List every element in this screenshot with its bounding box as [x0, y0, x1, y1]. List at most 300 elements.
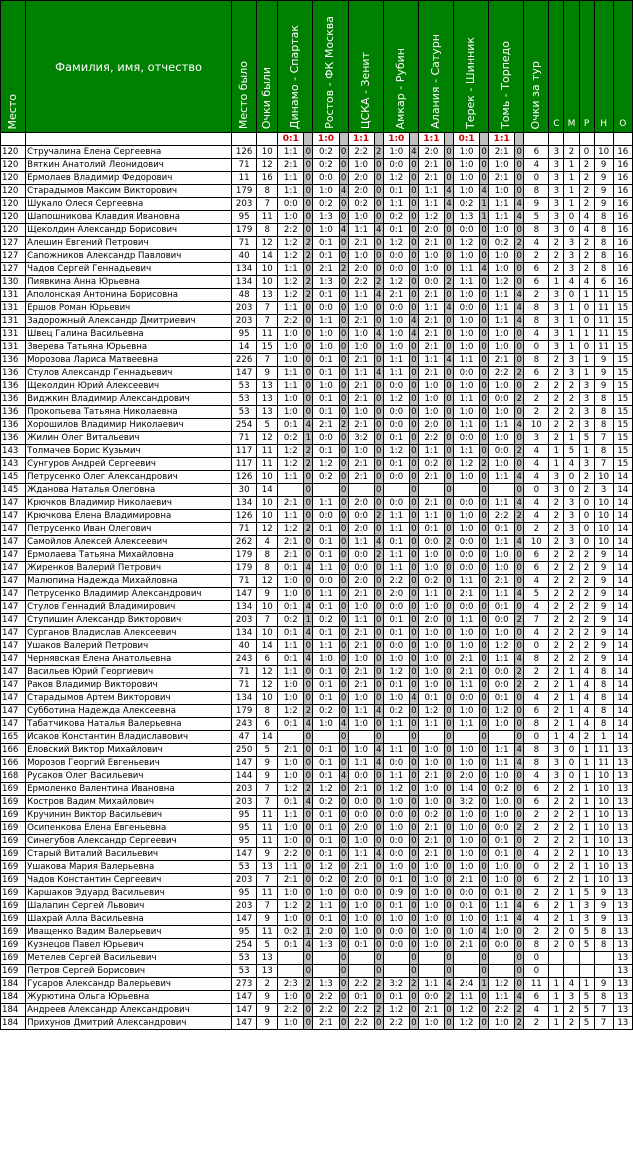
- cell-m5-score: 2:2: [418, 432, 444, 445]
- cell-prev-place: 134: [232, 601, 257, 614]
- cell-m2-score: 0:1: [313, 822, 339, 835]
- cell-m2-score: 0:2: [313, 796, 339, 809]
- cell-prev-place: 226: [232, 354, 257, 367]
- cell-tour-points: 8: [524, 354, 549, 367]
- cell-m2-score: 2:1: [313, 419, 339, 432]
- cell-m5-score: 2:1: [418, 172, 444, 185]
- cell-stat-r: 5: [579, 926, 594, 939]
- cell-m1-score: [278, 484, 304, 497]
- cell-m4-pts: 0: [411, 641, 417, 651]
- cell-stat-m: 0: [564, 484, 579, 497]
- cell-stat-r: 5: [579, 887, 594, 900]
- cell-m3-pts: 0: [375, 420, 382, 430]
- cell-stat-m: 0: [564, 224, 579, 237]
- cell-stat-m: 3: [564, 497, 579, 510]
- cell-tour-points: 6: [524, 705, 549, 718]
- cell-m6-score: 1:0: [453, 913, 479, 926]
- cell-m7-score: 1:0: [489, 224, 515, 237]
- cell-tour-points: 8: [524, 653, 549, 666]
- cell-place: 166: [1, 757, 26, 770]
- cell-m1-pts: 0: [305, 589, 312, 599]
- cell-stat-m: 1: [564, 913, 579, 926]
- cell-m3-score: 1:0: [348, 926, 374, 939]
- cell-stat-s: 2: [549, 887, 564, 900]
- cell-stat-s: 3: [549, 146, 564, 159]
- cell-tour-points: 8: [524, 718, 549, 731]
- cell-tour-points: 7: [524, 614, 549, 627]
- cell-m3-pts: 2: [375, 277, 382, 287]
- cell-stat-n: 1: [594, 731, 613, 744]
- table-row: [1, 627, 633, 640]
- cell-m1-pts: 0: [305, 485, 312, 495]
- cell-stat-r: 1: [579, 835, 594, 848]
- cell-m7-score: 1:0: [489, 159, 515, 172]
- cell-place: 120: [1, 172, 26, 185]
- cell-m4-score: 0:1: [383, 224, 409, 237]
- cell-m3-score: 2:0: [348, 575, 374, 588]
- cell-name: Иващенко Вадим Валерьевич: [26, 926, 232, 939]
- cell-m2-pts: 0: [340, 680, 347, 690]
- cell-m4-score: 1:1: [383, 718, 409, 731]
- cell-stat-o: 14: [613, 549, 632, 562]
- cell-prev-place: 179: [232, 562, 257, 575]
- cell-prev-points: 7: [257, 198, 278, 211]
- cell-stat-n: 8: [594, 705, 613, 718]
- cell-stat-m: 2: [564, 822, 579, 835]
- cell-place: 147: [1, 692, 26, 705]
- cell-m2-score: 0:2: [313, 198, 339, 211]
- cell-m6-score: 1:1: [453, 991, 479, 1004]
- cell-m1-score: 0:1: [278, 718, 304, 731]
- cell-stat-s: 2: [549, 263, 564, 276]
- cell-m3-pts: 0: [375, 888, 382, 898]
- cell-name: Морозова Лариса Матвеевна: [26, 354, 232, 367]
- cell-m4-pts: 0: [411, 667, 417, 677]
- cell-name: Исаков Константин Владиславович: [26, 731, 232, 744]
- cell-stat-n: 8: [594, 692, 613, 705]
- cell-name: Сурганов Владислав Алексеевич: [26, 627, 232, 640]
- cell-m6-pts: 0: [481, 407, 487, 417]
- cell-prev-points: 7: [257, 783, 278, 796]
- cell-m6-pts: 0: [481, 511, 487, 521]
- cell-stat-n: 11: [594, 744, 613, 757]
- table-row: [1, 432, 633, 445]
- cell-m6-pts: 0: [481, 277, 487, 287]
- cell-m2-score: 0:2: [313, 159, 339, 172]
- cell-stat-m: 0: [564, 744, 579, 757]
- cell-m3-score: 1:0: [348, 328, 374, 341]
- header-match-6: Терек - Шинник: [453, 1, 488, 133]
- cell-m7-pts: 0: [516, 836, 522, 846]
- cell-m3-score: 2:2: [348, 1017, 374, 1030]
- cell-stat-r: 3: [579, 458, 594, 471]
- cell-m1-pts: 0: [305, 693, 312, 703]
- cell-m6-score: 1:0: [453, 380, 479, 393]
- cell-prev-place: 48: [232, 289, 257, 302]
- cell-prev-place: 126: [232, 146, 257, 159]
- cell-m3-pts: 0: [375, 966, 382, 976]
- cell-m6-pts: 0: [481, 576, 487, 586]
- header-place: Место: [1, 1, 26, 133]
- cell-m5-pts: 0: [446, 836, 452, 846]
- cell-m6-score: 0:0: [453, 601, 479, 614]
- cell-stat-s: 1: [549, 445, 564, 458]
- cell-m2-pts: 0: [340, 615, 347, 625]
- cell-m2-score: 1:0: [313, 341, 339, 354]
- cell-m2-pts: 2: [340, 264, 347, 274]
- cell-m5-pts: 0: [446, 667, 452, 677]
- cell-m4-pts: 0: [411, 992, 417, 1002]
- cell-m3-pts: 0: [375, 875, 382, 885]
- cell-stat-o: 15: [613, 406, 632, 419]
- cell-stat-m: 2: [564, 861, 579, 874]
- cell-m2-score: 0:1: [313, 692, 339, 705]
- cell-m6-pts: 0: [481, 381, 487, 391]
- cell-m7-pts: 0: [516, 550, 522, 560]
- cell-m4-pts: 0: [411, 264, 417, 274]
- cell-m3-pts: 0: [375, 836, 382, 846]
- cell-m3-pts: 0: [375, 797, 382, 807]
- cell-m1-pts: 0: [305, 1005, 312, 1015]
- cell-name: Щеколдин Юрий Алексеевич: [26, 380, 232, 393]
- cell-m4-score: 1:1: [383, 367, 409, 380]
- cell-m1-score: 1:0: [278, 770, 304, 783]
- cell-place: 136: [1, 432, 26, 445]
- cell-m7-score: 1:0: [489, 1017, 515, 1030]
- cell-m6-score: 1:0: [453, 809, 479, 822]
- cell-m4-score: 0:1: [383, 536, 409, 549]
- cell-m3-score: 1:0: [348, 913, 374, 926]
- cell-prev-place: 203: [232, 315, 257, 328]
- cell-place: 169: [1, 861, 26, 874]
- cell-prev-place: 95: [232, 835, 257, 848]
- cell-m5-pts: 0: [446, 927, 452, 937]
- cell-m6-score: 1:2: [453, 237, 479, 250]
- cell-m6-score: 0:0: [453, 497, 479, 510]
- cell-m3-pts: 0: [375, 615, 382, 625]
- cell-m4-pts: 0: [411, 186, 417, 196]
- table-row: [1, 211, 633, 224]
- table-row: [1, 692, 633, 705]
- cell-m2-score: 0:1: [313, 679, 339, 692]
- cell-m4-score: 0:0: [383, 302, 409, 315]
- cell-m5-score: 2:1: [418, 237, 444, 250]
- cell-m6-pts: 0: [481, 693, 487, 703]
- cell-m4-score: 0:0: [383, 471, 409, 484]
- cell-m7-score: 0:2: [489, 783, 515, 796]
- cell-tour-points: 8: [524, 302, 549, 315]
- cell-stat-r: 2: [579, 601, 594, 614]
- cell-stat-o: 14: [613, 666, 632, 679]
- cell-prev-points: 10: [257, 471, 278, 484]
- result-5: 1:1: [418, 133, 444, 146]
- cell-m5-score: 2:0: [418, 146, 444, 159]
- cell-stat-o: 14: [613, 718, 632, 731]
- cell-m5-pts: 0: [446, 407, 452, 417]
- cell-name: Аполонская Антонина Борисовна: [26, 289, 232, 302]
- table-row: [1, 237, 633, 250]
- cell-m1-pts: 0: [305, 771, 312, 781]
- cell-m2-pts: 0: [340, 797, 347, 807]
- cell-m1-pts: 0: [305, 342, 312, 352]
- cell-stat-o: 15: [613, 354, 632, 367]
- cell-stat-o: 13: [613, 926, 632, 939]
- cell-prev-points: 11: [257, 822, 278, 835]
- cell-stat-r: 0: [579, 146, 594, 159]
- cell-tour-points: 0: [524, 484, 549, 497]
- cell-stat-s: 2: [549, 497, 564, 510]
- cell-m7-score: 0:1: [489, 835, 515, 848]
- cell-m6-pts: 0: [481, 1018, 487, 1028]
- cell-m5-score: 1:0: [418, 549, 444, 562]
- cell-m6-score: 1:0: [453, 627, 479, 640]
- cell-m5-score: 1:0: [418, 393, 444, 406]
- cell-m2-pts: 0: [340, 472, 347, 482]
- cell-stat-s: 3: [549, 770, 564, 783]
- cell-stat-s: 3: [549, 211, 564, 224]
- cell-m5-pts: 0: [446, 316, 452, 326]
- cell-m2-score: 0:1: [313, 237, 339, 250]
- cell-m6-pts: 0: [481, 225, 487, 235]
- cell-stat-s: 2: [549, 562, 564, 575]
- cell-m5-pts: 0: [446, 225, 452, 235]
- cell-m1-pts: 0: [305, 875, 312, 885]
- cell-m2-pts: 4: [340, 186, 347, 196]
- cell-m4-pts: 0: [411, 212, 417, 222]
- cell-m5-score: 0:1: [418, 692, 444, 705]
- cell-stat-m: 1: [564, 341, 579, 354]
- cell-tour-points: 0: [524, 640, 549, 653]
- cell-m5-score: 1:0: [418, 900, 444, 913]
- table-row: [1, 536, 633, 549]
- cell-m5-pts: 2: [446, 537, 452, 547]
- cell-m1-score: 1:1: [278, 302, 304, 315]
- cell-m4-pts: 0: [411, 550, 417, 560]
- cell-prev-points: 10: [257, 497, 278, 510]
- cell-m6-pts: 0: [481, 251, 487, 261]
- cell-name: Чадов Сергей Геннадьевич: [26, 263, 232, 276]
- cell-m5-pts: 0: [446, 706, 452, 716]
- cell-m7-pts: 4: [516, 199, 522, 209]
- cell-m2-score: 0:0: [313, 172, 339, 185]
- cell-place: 120: [1, 198, 26, 211]
- header-match-2: Ростов - ФК Москва: [313, 1, 348, 133]
- cell-m4-score: 1:1: [383, 523, 409, 536]
- cell-place: 169: [1, 809, 26, 822]
- cell-name: Прокопьева Татьяна Николаевна: [26, 406, 232, 419]
- table-row: [1, 354, 633, 367]
- cell-place: 136: [1, 393, 26, 406]
- cell-m5-pts: 0: [446, 381, 452, 391]
- cell-prev-place: 273: [232, 978, 257, 991]
- cell-m2-pts: 0: [340, 160, 347, 170]
- cell-m5-pts: 0: [446, 394, 452, 404]
- cell-stat-m: 2: [564, 1017, 579, 1030]
- cell-stat-r: 2: [579, 263, 594, 276]
- cell-m7-score: 1:0: [489, 627, 515, 640]
- cell-m5-pts: 0: [446, 420, 452, 430]
- cell-stat-m: 2: [564, 588, 579, 601]
- cell-m4-score: 2:2: [383, 1017, 409, 1030]
- cell-tour-points: 6: [524, 146, 549, 159]
- cell-m7-score: [489, 731, 515, 744]
- cell-m5-score: 1:0: [418, 653, 444, 666]
- cell-m1-score: 1:0: [278, 328, 304, 341]
- cell-m7-pts: 0: [516, 407, 522, 417]
- table-row: [1, 406, 633, 419]
- cell-prev-place: 53: [232, 406, 257, 419]
- cell-m7-pts: 0: [516, 173, 522, 183]
- cell-m1-pts: 0: [305, 160, 312, 170]
- cell-stat-r: 0: [579, 341, 594, 354]
- cell-m4-score: 0:0: [383, 926, 409, 939]
- cell-m5-score: 0:2: [418, 575, 444, 588]
- table-row: [1, 887, 633, 900]
- cell-m7-pts: 0: [516, 784, 522, 794]
- cell-m4-pts: 0: [411, 680, 417, 690]
- table-row: [1, 484, 633, 497]
- cell-stat-m: 2: [564, 601, 579, 614]
- cell-stat-o: 13: [613, 991, 632, 1004]
- cell-stat-s: 2: [549, 575, 564, 588]
- cell-m6-score: 2:1: [453, 653, 479, 666]
- cell-stat-s: 2: [549, 536, 564, 549]
- cell-m5-pts: 0: [446, 446, 452, 456]
- cell-prev-points: 10: [257, 601, 278, 614]
- cell-m1-pts: 0: [305, 316, 312, 326]
- cell-m4-pts: 0: [411, 849, 417, 859]
- cell-stat-o: 13: [613, 887, 632, 900]
- cell-stat-n: 8: [594, 211, 613, 224]
- cell-m7-score: 0:0: [489, 393, 515, 406]
- cell-stat-o: 16: [613, 250, 632, 263]
- cell-name: Табатчикова Наталья Валерьевна: [26, 718, 232, 731]
- cell-m3-score: 1:0: [348, 211, 374, 224]
- cell-stat-o: 13: [613, 809, 632, 822]
- cell-stat-n: 8: [594, 445, 613, 458]
- cell-m1-score: 1:2: [278, 783, 304, 796]
- cell-tour-points: 6: [524, 991, 549, 1004]
- cell-tour-points: 4: [524, 627, 549, 640]
- cell-m5-pts: 0: [446, 758, 452, 768]
- table-row: [1, 419, 633, 432]
- cell-m5-pts: 0: [446, 888, 452, 898]
- cell-m2-score: 2:2: [313, 1004, 339, 1017]
- cell-m7-score: 2:1: [489, 354, 515, 367]
- table-row: [1, 172, 633, 185]
- cell-m2-pts: 0: [340, 758, 347, 768]
- cell-tour-points: 0: [524, 731, 549, 744]
- cell-m6-score: 2:1: [453, 666, 479, 679]
- cell-m6-score: 1:1: [453, 276, 479, 289]
- cell-stat-m: 1: [564, 718, 579, 731]
- cell-stat-n: 7: [594, 1004, 613, 1017]
- cell-m1-pts: 0: [305, 550, 312, 560]
- cell-m3-score: 1:0: [348, 406, 374, 419]
- cell-stat-n: 10: [594, 146, 613, 159]
- cell-m4-pts: 0: [411, 433, 417, 443]
- cell-m1-score: [278, 731, 304, 744]
- cell-stat-n: 7: [594, 458, 613, 471]
- cell-m3-pts: 4: [375, 537, 382, 547]
- cell-m5-score: 1:1: [418, 588, 444, 601]
- cell-m4-pts: 0: [411, 732, 417, 742]
- cell-m3-score: 0:0: [348, 796, 374, 809]
- cell-m5-pts: 2: [446, 992, 452, 1002]
- cell-m6-score: 2:4: [453, 978, 479, 991]
- cell-m4-score: 0:2: [383, 705, 409, 718]
- cell-m5-pts: 0: [446, 693, 452, 703]
- cell-m2-score: 0:1: [313, 627, 339, 640]
- cell-stat-m: 2: [564, 627, 579, 640]
- cell-prev-place: 134: [232, 263, 257, 276]
- cell-stat-r: 2: [579, 614, 594, 627]
- cell-m1-pts: 4: [305, 628, 312, 638]
- cell-place: 169: [1, 822, 26, 835]
- cell-place: 127: [1, 237, 26, 250]
- cell-stat-r: 3: [579, 913, 594, 926]
- cell-stat-r: 3: [579, 419, 594, 432]
- table-row: [1, 146, 633, 159]
- cell-stat-o: 15: [613, 302, 632, 315]
- cell-prev-place: 71: [232, 679, 257, 692]
- cell-m2-score: 1:3: [313, 978, 339, 991]
- table-row: [1, 549, 633, 562]
- cell-stat-m: 2: [564, 406, 579, 419]
- cell-m7-pts: 0: [516, 602, 522, 612]
- cell-m6-pts: 0: [481, 680, 487, 690]
- cell-m3-score: 2:2: [348, 1004, 374, 1017]
- cell-stat-s: 2: [549, 835, 564, 848]
- cell-m7-score: 1:0: [489, 432, 515, 445]
- cell-m1-pts: 0: [305, 407, 312, 417]
- cell-m2-score: 2:0: [313, 926, 339, 939]
- cell-tour-points: 2: [524, 809, 549, 822]
- table-row: [1, 731, 633, 744]
- cell-m2-score: 0:1: [313, 757, 339, 770]
- cell-m6-pts: 0: [481, 498, 487, 508]
- cell-m7-pts: 4: [516, 914, 522, 924]
- cell-stat-m: 3: [564, 991, 579, 1004]
- cell-place: 136: [1, 354, 26, 367]
- cell-m4-pts: 0: [411, 771, 417, 781]
- cell-m3-score: 1:0: [348, 835, 374, 848]
- cell-stat-o: 14: [613, 536, 632, 549]
- cell-place: 147: [1, 523, 26, 536]
- cell-m4-pts: 0: [411, 342, 417, 352]
- cell-m1-score: 1:1: [278, 640, 304, 653]
- cell-m5-score: 2:1: [418, 159, 444, 172]
- cell-m7-score: [489, 484, 515, 497]
- cell-m7-pts: 0: [516, 186, 522, 196]
- table-row: [1, 575, 633, 588]
- cell-place: 147: [1, 536, 26, 549]
- cell-prev-place: 203: [232, 198, 257, 211]
- cell-m7-pts: 4: [516, 420, 522, 430]
- cell-m5-score: 1:0: [418, 666, 444, 679]
- cell-stat-o: 13: [613, 783, 632, 796]
- cell-place: 131: [1, 302, 26, 315]
- cell-prev-place: 134: [232, 692, 257, 705]
- cell-prev-place: 262: [232, 536, 257, 549]
- table-row: [1, 367, 633, 380]
- result-3: 1:1: [348, 133, 374, 146]
- cell-m3-score: 1:1: [348, 224, 374, 237]
- cell-m4-pts: 0: [411, 537, 417, 547]
- table-row: [1, 783, 633, 796]
- cell-place: 165: [1, 731, 26, 744]
- cell-name: Жданова Наталья Олеговна: [26, 484, 232, 497]
